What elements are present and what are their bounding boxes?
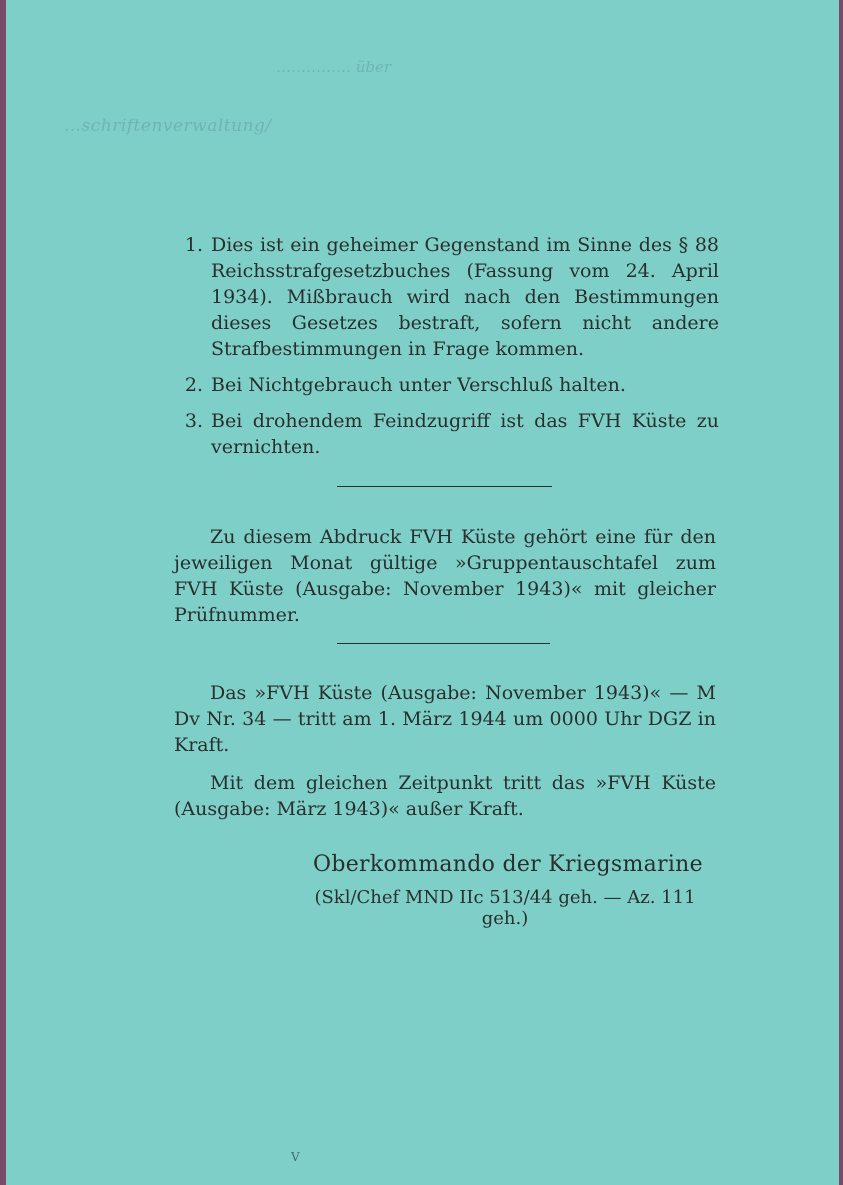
faded-stamp-line-2: …schriftenverwaltung/ bbox=[64, 116, 272, 136]
notice-text: Bei Nichtgebrauch unter Verschluß halten. bbox=[211, 374, 626, 396]
notice-number: 2. bbox=[184, 374, 203, 396]
notice-list bbox=[169, 232, 719, 470]
notice-text: Bei drohendem Feindzugriff ist das FVH Küste zu vernichten. bbox=[211, 410, 719, 458]
footer-mark: V bbox=[291, 1150, 300, 1164]
notice-item bbox=[169, 232, 719, 362]
notice-text: Dies ist ein geheimer Gegenstand im Sinne des § 88 Reichsstrafgesetzbuches (Fassung vom 24. April 1934). Mißbrauch wird nach den Bestimmungen dieses Gesetzes bestraft, sofern nicht andere Strafbestimmungen in Frage kommen. bbox=[211, 234, 719, 360]
notice-item bbox=[169, 408, 719, 460]
supersession-paragraph: Mit dem gleichen Zeitpunkt tritt das »FVH Küste (Ausgabe: März 1943)« außer Kraft. bbox=[174, 772, 716, 820]
faded-stamp-line-1: …………… über bbox=[276, 58, 392, 76]
supplement-paragraph: Zu diesem Abdruck FVH Küste gehört eine für den jeweiligen Monat gültige »Gruppentauschtafel zum FVH Küste (Ausgabe: November 1943)« mit gleicher Prüfnummer. bbox=[174, 526, 716, 626]
notice-number: 3. bbox=[184, 410, 203, 432]
document-page bbox=[6, 0, 839, 1185]
issuing-authority: Oberkommando der Kriegsmarine bbox=[313, 852, 703, 877]
notice-number: 1. bbox=[184, 234, 203, 256]
effective-date-paragraph: Das »FVH Küste (Ausgabe: November 1943)« — M Dv Nr. 34 — tritt am 1. März 1944 um 0000 Uhr DGZ in Kraft. bbox=[174, 682, 716, 756]
reference-number: (Skl/Chef MND IIc 513/44 geh. — Az. 111 geh.) bbox=[314, 887, 696, 929]
divider-line bbox=[337, 643, 550, 644]
notice-item bbox=[169, 372, 719, 398]
divider-line bbox=[337, 486, 552, 487]
